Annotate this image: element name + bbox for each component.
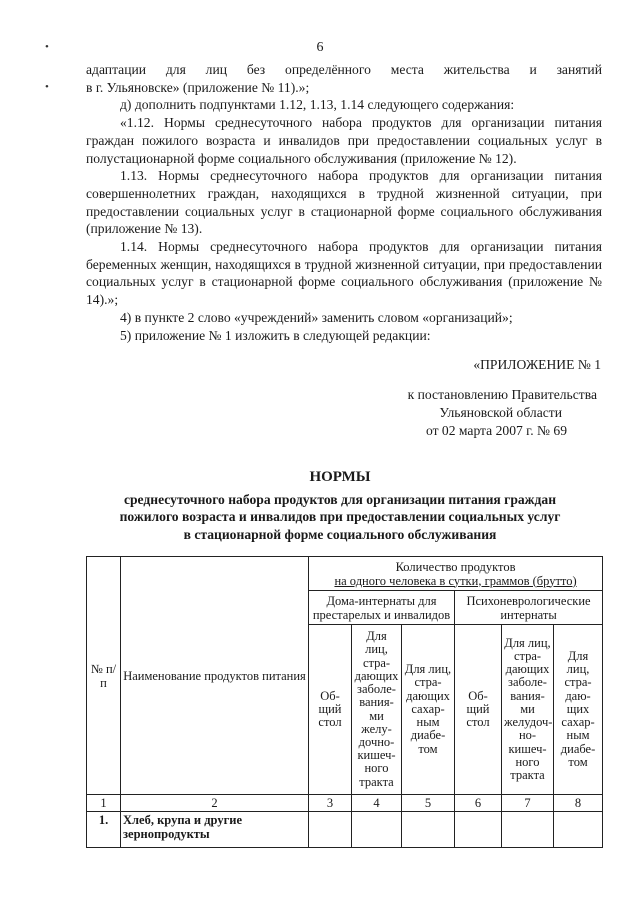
document-title: [70, 469, 610, 543]
header-diabetes-diet: Для лиц, стра-дающих сахар-ным диабе-том: [402, 625, 455, 795]
column-number: 6: [455, 795, 502, 812]
header-gi-diet: Для лиц, стра-дающих заболе-вания-ми желу-дочно-кишеч-ного тракта: [352, 625, 402, 795]
paragraph: адаптации для лиц без определённого места жительства и занятий: [86, 62, 602, 77]
header-general-table: Об-щий стол: [455, 625, 502, 795]
body-text: [86, 61, 602, 344]
margin-mark: •: [45, 41, 49, 53]
header-diabetes-diet: Для лиц, стра-даю-щих сахар-ным диабе-том: [554, 625, 603, 795]
appendix-line: к постановлению Правительства: [407, 387, 597, 402]
header-quantity: [309, 557, 603, 591]
row-value: [402, 812, 455, 848]
paragraph: д) дополнить подпунктами 1.12, 1.13, 1.14 следующего содержания:: [120, 97, 515, 113]
row-value: [352, 812, 402, 848]
header-group-nursing-homes: Дома-интернаты для престарелых и инвалидов: [309, 591, 455, 625]
paragraph: 1.13. Нормы среднесуточного набора продуктов для организации питания совершеннолетних граждан, находящихся в трудной жизненной ситуации, при предоставлении социальных услуг в стационарной форме социального обслуживания (приложение № 13).: [86, 168, 602, 237]
column-number: 4: [352, 795, 402, 812]
column-number: 7: [502, 795, 554, 812]
header-num: № п/п: [87, 557, 121, 795]
norms-table: [86, 556, 603, 848]
header-quantity-line: на одного человека в сутки, граммов (брутто): [334, 573, 577, 588]
header-quantity-line: Количество продуктов: [395, 559, 516, 574]
column-number: 2: [121, 795, 309, 812]
numbering-row: [87, 795, 603, 812]
title-subtitle-line: среднесуточного набора продуктов для организации питания граждан: [123, 491, 557, 507]
appendix-line: Ульяновской области: [439, 405, 562, 420]
appendix-block: [408, 356, 601, 440]
row-value: [455, 812, 502, 848]
title-subtitle-line: в стационарной форме социального обслуживания: [183, 526, 497, 542]
paragraph: 5) приложение № 1 изложить в следующей редакции:: [120, 327, 431, 343]
title-main: НОРМЫ: [309, 469, 371, 485]
paragraph: 1.14. Нормы среднесуточного набора продуктов для организации питания беременных женщин, находящихся в трудной жизненной ситуации, при предоставлении социальных услуг в стационарной форме социального обслуживания (приложение № 14).»;: [86, 239, 602, 308]
row-value: [554, 812, 603, 848]
row-product-name: Хлеб, крупа и другие зернопродукты: [121, 812, 309, 848]
header-general-table: Об-щий стол: [309, 625, 352, 795]
appendix-heading: «ПРИЛОЖЕНИЕ № 1: [473, 357, 601, 372]
title-subtitle-line: пожилого возраста и инвалидов при предоставлении социальных услуг: [119, 509, 561, 524]
column-number: 5: [402, 795, 455, 812]
row-number: 1.: [87, 812, 121, 848]
paragraph: в г. Ульяновске» (приложение № 11).»;: [86, 79, 310, 95]
column-number: 3: [309, 795, 352, 812]
appendix-line: от 02 марта 2007 г. № 69: [425, 423, 567, 438]
column-number: 1: [87, 795, 121, 812]
row-value: [309, 812, 352, 848]
paragraph: 4) в пункте 2 слово «учреждений» заменить словом «организаций»;: [120, 309, 513, 325]
header-gi-diet: Для лиц, стра-дающих заболе-вания-ми желудоч-но-кишеч-ного тракта: [502, 625, 554, 795]
header-group-psychoneuro: Психоневрологические интернаты: [455, 591, 603, 625]
row-value: [502, 812, 554, 848]
table-row: [87, 812, 603, 848]
page-number: 6: [316, 40, 324, 55]
margin-mark: •: [45, 81, 49, 93]
header-product-name: Наименование продуктов питания: [121, 557, 309, 795]
column-number: 8: [554, 795, 603, 812]
paragraph: «1.12. Нормы среднесуточного набора продуктов для организации питания граждан пожилого возраста и инвалидов при предоставлении социальных услуг в полустационарной форме социального обслуживания (приложение № 12).: [86, 115, 602, 166]
